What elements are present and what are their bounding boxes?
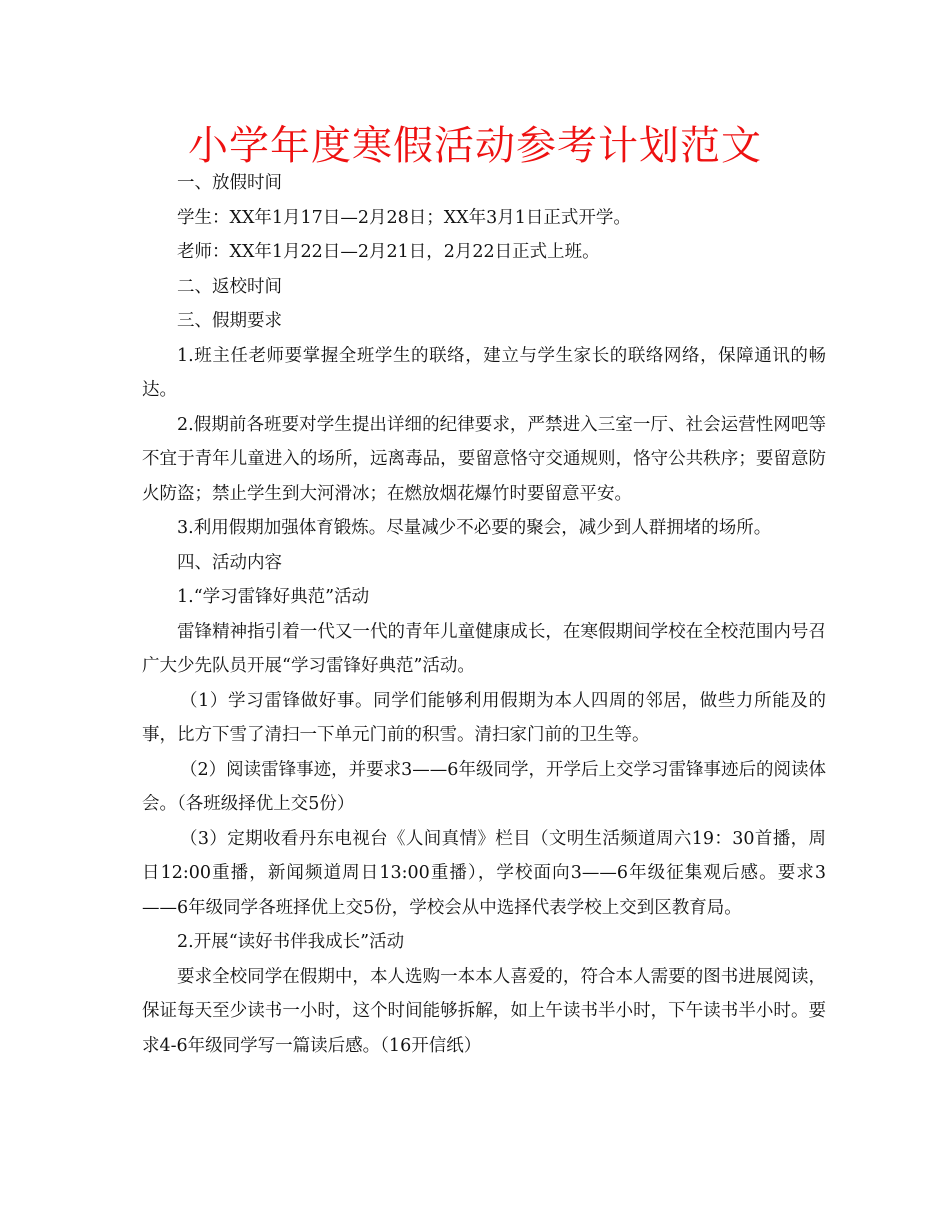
paragraph-activity-1-item-2: （2）阅读雷锋事迹，并要求3——6年级同学，开学后上交学习雷锋事迹后的阅读体会。（各班级择优上交5份） xyxy=(142,759,826,814)
paragraph-students-dates: 学生：XX年1月17日—2月28日；XX年3月1日正式开学。 xyxy=(177,207,631,228)
section-heading-return-time: 二、返校时间 xyxy=(177,276,282,297)
section-heading-vacation-time: 一、放假时间 xyxy=(177,173,282,193)
paragraph-activity-1-item-3: （3）定期收看丹东电视台《人间真情》栏目（文明生活频道周六19：30首播，周日12:00重播，新闻频道周日13:00重播），学校面向3——6年级征集观后感。要求3——6年级同学各班择优上交5份，学校会从中选择代表学校上交到区教育局。 xyxy=(142,828,826,918)
paragraph-activity-1-item-1: （1）学习雷锋做好事。同学们能够利用假期为本人四周的邻居，做些力所能及的事，比方下雪了清扫一下单元门前的积雪。清扫家门前的卫生等。 xyxy=(142,690,826,745)
paragraph-requirement-1: 1.班主任老师要掌握全班学生的联络，建立与学生家长的联络网络，保障通讯的畅达。 xyxy=(142,345,826,400)
paragraph-activity-2-body: 要求全校同学在假期中，本人选购一本本人喜爱的，符合本人需要的图书进展阅读，保证每天至少读书一小时，这个时间能够拆解，如上午读书半小时，下午读书半小时。要求4-6年级同学写一篇读后感。（16开信纸） xyxy=(142,966,826,1056)
section-heading-activities: 四、活动内容 xyxy=(177,552,282,573)
document-title: 小学年度寒假活动参考计划范文 xyxy=(188,123,762,169)
paragraph-activity-1-heading: 1.“学习雷锋好典范”活动 xyxy=(177,587,370,607)
document-body xyxy=(142,166,826,1063)
paragraph-teachers-dates: 老师：XX年1月22日—2月21日，2月22日正式上班。 xyxy=(177,242,600,262)
paragraph-activity-2-heading: 2.开展“读好书伴我成长”活动 xyxy=(177,932,405,952)
paragraph-requirement-2: 2.假期前各班要对学生提出详细的纪律要求，严禁进入三室一厅、社会运营性网吧等不宜于青年儿童进入的场所，远离毒品，要留意恪守交通规则，恪守公共秩序；要留意防火防盗；禁止学生到大河滑冰；在燃放烟花爆竹时要留意平安。 xyxy=(142,414,826,504)
section-heading-requirements: 三、假期要求 xyxy=(177,311,282,331)
paragraph-requirement-3: 3.利用假期加强体育锻炼。尽量减少不必要的聚会，减少到人群拥堵的场所。 xyxy=(177,518,772,538)
paragraph-activity-1-intro: 雷锋精神指引着一代又一代的青年儿童健康成长，在寒假期间学校在全校范围内号召广大少先队员开展“学习雷锋好典范”活动。 xyxy=(142,621,826,676)
